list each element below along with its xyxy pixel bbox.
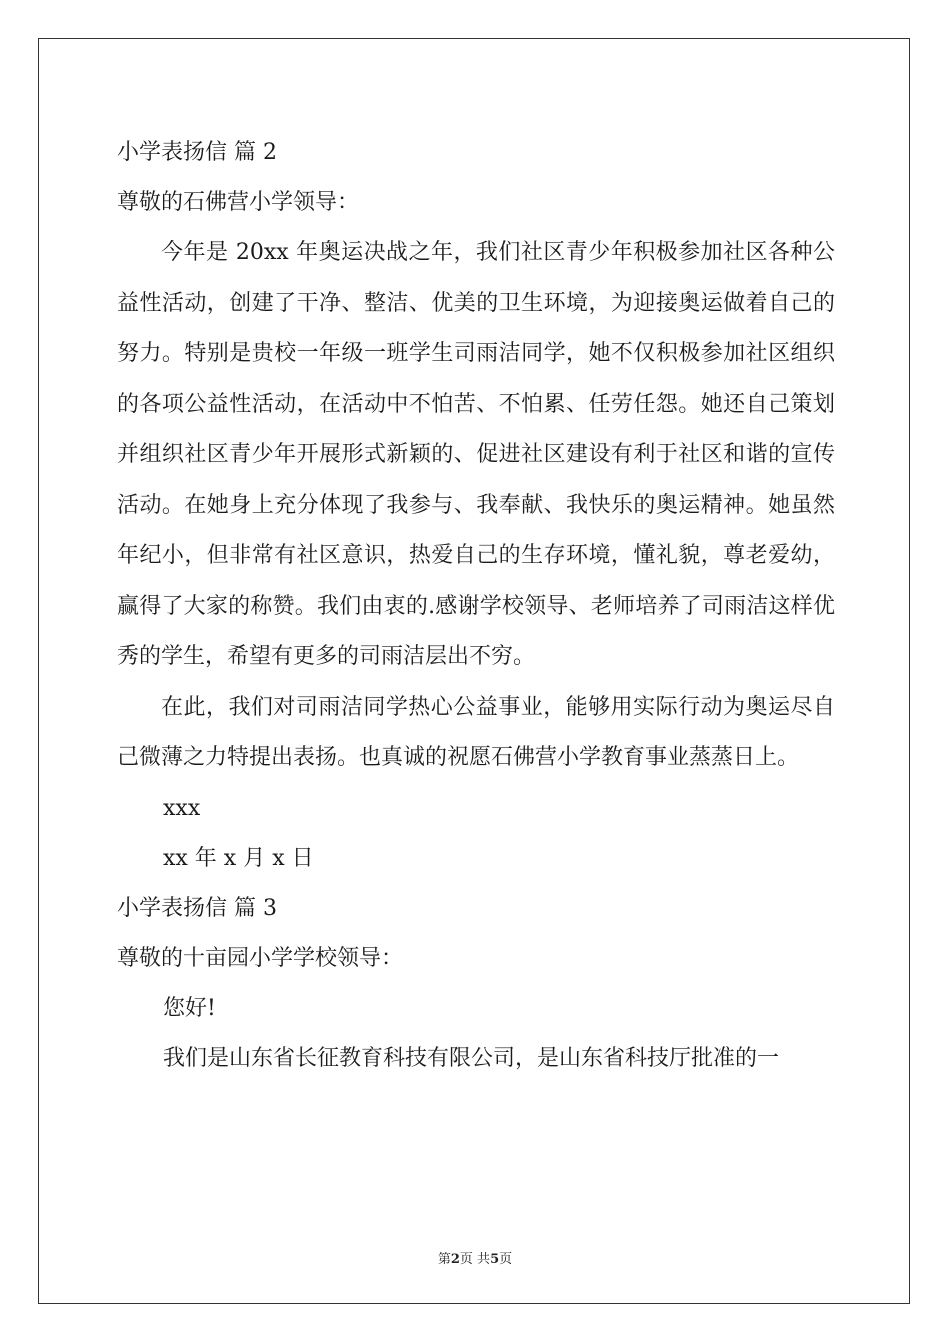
signature: xxx bbox=[163, 795, 201, 821]
current-page-number: 2 bbox=[450, 1252, 460, 1267]
document-body bbox=[117, 128, 835, 1084]
section-title: 小学表扬信 篇 3 bbox=[117, 895, 277, 921]
body-paragraph: 我们是山东省长征教育科技有限公司，是山东省科技厅批准的一 bbox=[163, 1045, 780, 1071]
greeting: 您好! bbox=[163, 995, 216, 1021]
body-paragraph: 今年是 20xx 年奥运决战之年，我们社区青少年积极参加社区各种公益性活动，创建了干净、整洁、优美的卫生环境，为迎接奥运做着自己的努力。特别是贵校一年级一班学生司雨洁同学，她不仅积极参加社区组织的各项公益性活动，在活动中不怕苦、不怕累、任劳任怨。她还自己策划并组织社区青少年开展形式新颖的、促进社区建设有利于社区和谐的宣传活动。在她身上充分体现了我参与、我奉献、我快乐的奥运精神。她虽然年纪小，但非常有社区意识，热爱自己的生存环境，懂礼貌，尊老爱幼，赢得了大家的称赞。我们由衷的.感谢学校领导、老师培养了司雨洁这样优秀的学生，希望有更多的司雨洁层出不穷。 bbox=[117, 240, 835, 669]
footer-prefix: 第 bbox=[437, 1252, 451, 1267]
footer-middle: 页 共 bbox=[459, 1252, 491, 1267]
date: xx 年 x 月 x 日 bbox=[163, 845, 314, 871]
salutation: 尊敬的石佛营小学领导： bbox=[117, 190, 360, 215]
footer-suffix: 页 bbox=[499, 1252, 513, 1267]
page-footer bbox=[0, 1248, 950, 1267]
body-paragraph: 在此，我们对司雨洁同学热心公益事业，能够用实际行动为奥运尽自己微薄之力特提出表扬。也真诚的祝愿石佛营小学教育事业蒸蒸日上。 bbox=[117, 694, 835, 770]
section-title: 小学表扬信 篇 2 bbox=[117, 140, 277, 165]
total-pages-number: 5 bbox=[490, 1252, 500, 1267]
salutation: 尊敬的十亩园小学学校领导： bbox=[117, 945, 404, 971]
